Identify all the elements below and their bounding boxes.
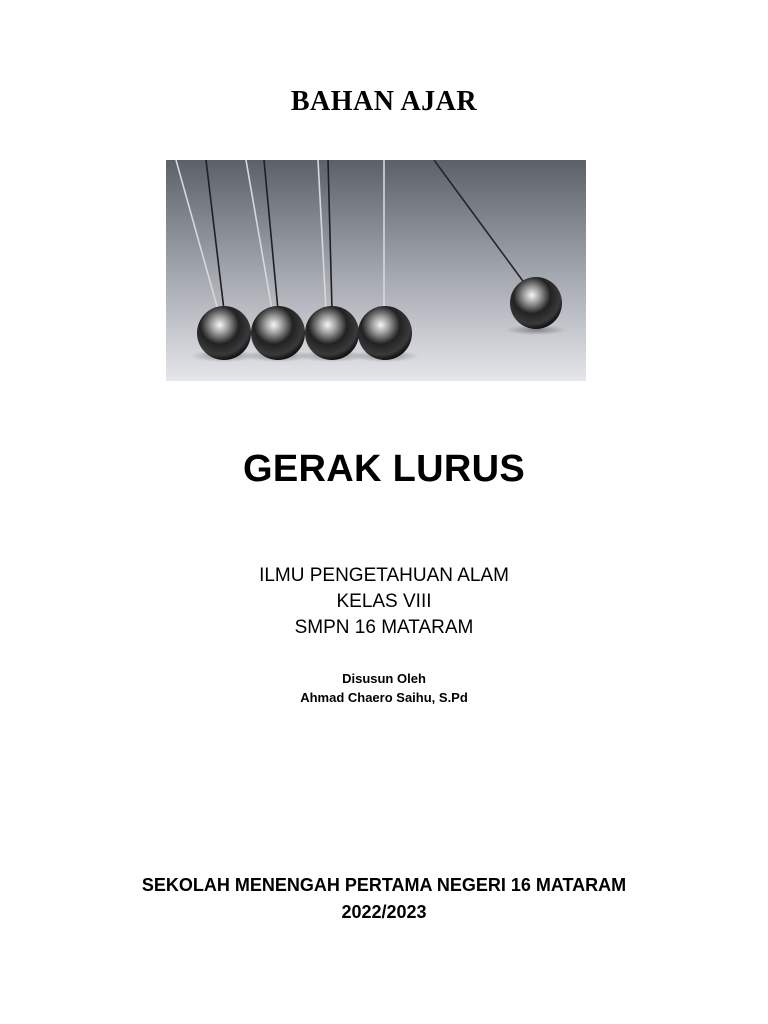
- subject-info: [0, 563, 768, 641]
- author-info: [0, 669, 768, 707]
- academic-year: 2022/2023: [341, 902, 427, 922]
- grade-level: KELAS VIII: [336, 591, 432, 612]
- school-short-name: SMPN 16 MATARAM: [294, 617, 474, 638]
- cover-image: [166, 160, 586, 381]
- author-label: Disusun Oleh: [342, 671, 426, 686]
- main-title: GERAK LURUS: [243, 448, 525, 490]
- newtons-cradle-illustration: [166, 160, 586, 381]
- subject-name: ILMU PENGETAHUAN ALAM: [259, 565, 509, 586]
- header-title: BAHAN AJAR: [290, 86, 478, 117]
- author-name: Ahmad Chaero Saihu, S.Pd: [300, 690, 468, 705]
- school-full-name: SEKOLAH MENENGAH PERTAMA NEGERI 16 MATARAM: [141, 875, 627, 895]
- footer: [0, 872, 768, 926]
